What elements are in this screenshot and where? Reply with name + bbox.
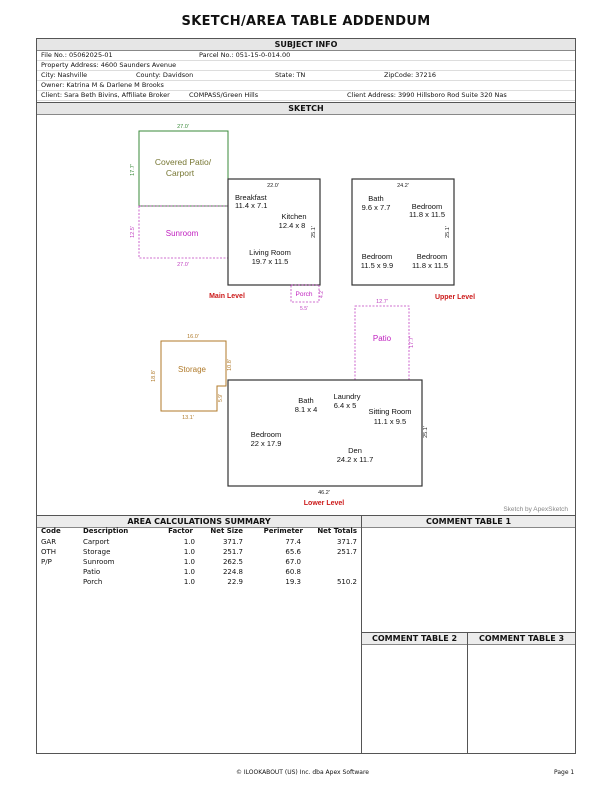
col-description: Description [83,527,129,535]
dim-porch-bottom: 5.5' [300,306,308,312]
living-room-label-2: 19.7 x 11.5 [251,257,289,266]
patio-outline [355,306,409,380]
cell-net-size: 22.9 [227,578,243,586]
dim-upper-right: 25.1' [445,226,451,238]
comment-table-1-header: COMMENT TABLE 1 [362,516,575,528]
dim-storage-right: 10.8' [227,359,233,371]
storage-label: Storage [177,365,207,374]
upper-bedroom3-label-2: 11.8 x 11.5 [412,261,448,270]
cell-net-size: 262.5 [222,558,243,566]
col-net-size: Net Size [210,527,243,535]
upper-bedroom1-label-1: Bedroom [411,202,443,211]
area-calculations-header: AREA CALCULATIONS SUMMARY [37,516,361,528]
city: City: Nashville [41,71,88,79]
patio-label: Patio [372,334,392,343]
kitchen-label-2: 12.4 x 8 [278,221,306,230]
sitting-room-label-2: 11.1 x 9.5 [373,417,407,426]
dim-porch-right: 4.2' [319,290,325,298]
upper-bath-label-2: 9.6 x 7.7 [361,203,391,212]
comment-table-2 [361,632,468,754]
cell-factor: 1.0 [183,538,195,546]
kitchen-label-1: Kitchen [281,212,307,221]
property-address: Property Address: 4600 Saunders Avenue [41,61,177,69]
county: County: Davidson [136,71,194,79]
sketch-header: SKETCH [37,103,575,115]
dim-storage-bottom: 13.1' [182,415,194,421]
table-row [41,577,359,587]
cell-code: P/P [41,558,52,566]
cell-code: GAR [41,538,57,546]
cell-perimeter: 65.6 [285,548,301,556]
upper-bedroom2-label-2: 11.5 x 9.9 [360,261,394,270]
cell-factor: 1.0 [183,568,195,576]
table-row [41,547,359,557]
dim-storage-left: 18.8' [151,370,157,382]
cell-net-size: 251.7 [222,548,243,556]
cell-perimeter: 67.0 [285,558,301,566]
upper-bedroom2-label-1: Bedroom [361,252,393,261]
sunroom-label: Sunroom [165,229,199,238]
table-row [41,557,359,567]
comment-table-2-header: COMMENT TABLE 2 [362,633,467,645]
cell-description: Patio [83,568,101,576]
lower-level-label: Lower Level [303,500,345,507]
living-room-label-1: Living Room [249,248,291,257]
breakfast-label-1: Breakfast [235,193,267,202]
comment-table-1 [361,515,576,633]
cell-description: Carport [83,538,110,546]
carport-label-1: Covered Patio/ [154,157,212,167]
cell-description: Porch [83,578,103,586]
cell-perimeter: 19.3 [285,578,301,586]
file-number: File No.: 05062025-01 [41,51,113,59]
col-net-totals: Net Totals [317,527,357,535]
page-title: SKETCH/AREA TABLE ADDENDUM [181,14,431,29]
storage-outline [161,341,226,411]
client: Client: Sara Beth Bivins, Affiliate Broker [41,91,170,99]
comment-table-3-header: COMMENT TABLE 3 [468,633,575,645]
col-perimeter: Perimeter [263,527,303,535]
client-address: Client Address: 3990 Hillsboro Rod Suite 320 Nas [347,91,507,99]
footer-page-number: Page 1 [554,769,575,776]
porch-label: Porch [295,291,313,298]
cell-factor: 1.0 [183,558,195,566]
den-label-2: 24.2 x 11.7 [336,455,374,464]
dim-storage-top: 16.0' [187,334,199,340]
cell-description: Storage [83,548,111,556]
subject-info-header: SUBJECT INFO [37,39,575,51]
lower-bath-label-2: 8.1 x 4 [294,405,318,414]
cell-net-total: 371.7 [336,538,357,546]
parcel-number: Parcel No.: 051-15-0-014.00 [199,51,291,59]
den-label-1: Den [348,446,362,455]
lower-bedroom-label-2: 22 x 17.9 [250,439,282,448]
main-level-label: Main Level [209,293,245,300]
upper-level-label: Upper Level [434,294,476,301]
table-row [41,567,359,577]
dim-patio-top: 12.7' [376,299,388,305]
cell-code: OTH [41,548,57,556]
upper-bath-label-1: Bath [368,194,384,203]
dim-carport-top: 27.0' [177,124,189,130]
state: State: TN [275,71,306,79]
cell-description: Sunroom [83,558,115,566]
breakfast-label-2: 11.4 x 7.1 [235,201,268,210]
upper-bedroom3-label-1: Bedroom [416,252,448,261]
dim-main-right: 25.1' [311,226,317,238]
dim-sunroom-bottom: 27.0' [177,262,189,268]
col-factor: Factor [168,527,193,535]
cell-factor: 1.0 [183,578,195,586]
dim-main-top: 22.0' [267,183,279,189]
sitting-room-label-1: Sitting Room [368,407,412,416]
laundry-label-2: 6.4 x 5 [333,401,357,410]
col-code: Code [41,527,61,535]
dim-upper-top: 24.2' [397,183,409,189]
area-table-header-row [41,526,359,536]
cell-net-size: 371.7 [222,538,243,546]
laundry-label-1: Laundry [333,392,361,401]
cell-perimeter: 77.4 [285,538,301,546]
dim-sunroom-left: 12.5' [130,226,136,238]
cell-factor: 1.0 [183,548,195,556]
dim-lower-right: 25.1' [423,426,429,438]
owner: Owner: Katrina M & Darlene M Brooks [41,81,164,89]
sketch-credit: Sketch by ApexSketch [503,506,568,513]
dim-patio-right: 17.7' [409,336,415,348]
lower-bath-label-1: Bath [298,396,314,405]
client-company: COMPASS/Green Hills [189,91,259,99]
footer-copyright: © ILOOKABOUT (US) Inc. dba Apex Software [236,769,369,776]
cell-net-total: 251.7 [336,548,357,556]
carport-label-2: Carport [165,168,195,178]
table-row [41,537,359,547]
dim-carport-left: 17.7' [130,164,136,176]
dim-storage-notch: 5.9' [218,394,224,402]
cell-perimeter: 60.8 [285,568,301,576]
upper-bedroom1-label-2: 11.8 x 11.5 [409,210,445,219]
zip-code: ZipCode: 37216 [384,71,436,79]
cell-net-total: 510.2 [336,578,357,586]
lower-bedroom-label-1: Bedroom [250,430,282,439]
cell-net-size: 224.8 [222,568,243,576]
comment-table-3 [467,632,576,754]
dim-lower-bottom: 46.2' [318,490,330,496]
